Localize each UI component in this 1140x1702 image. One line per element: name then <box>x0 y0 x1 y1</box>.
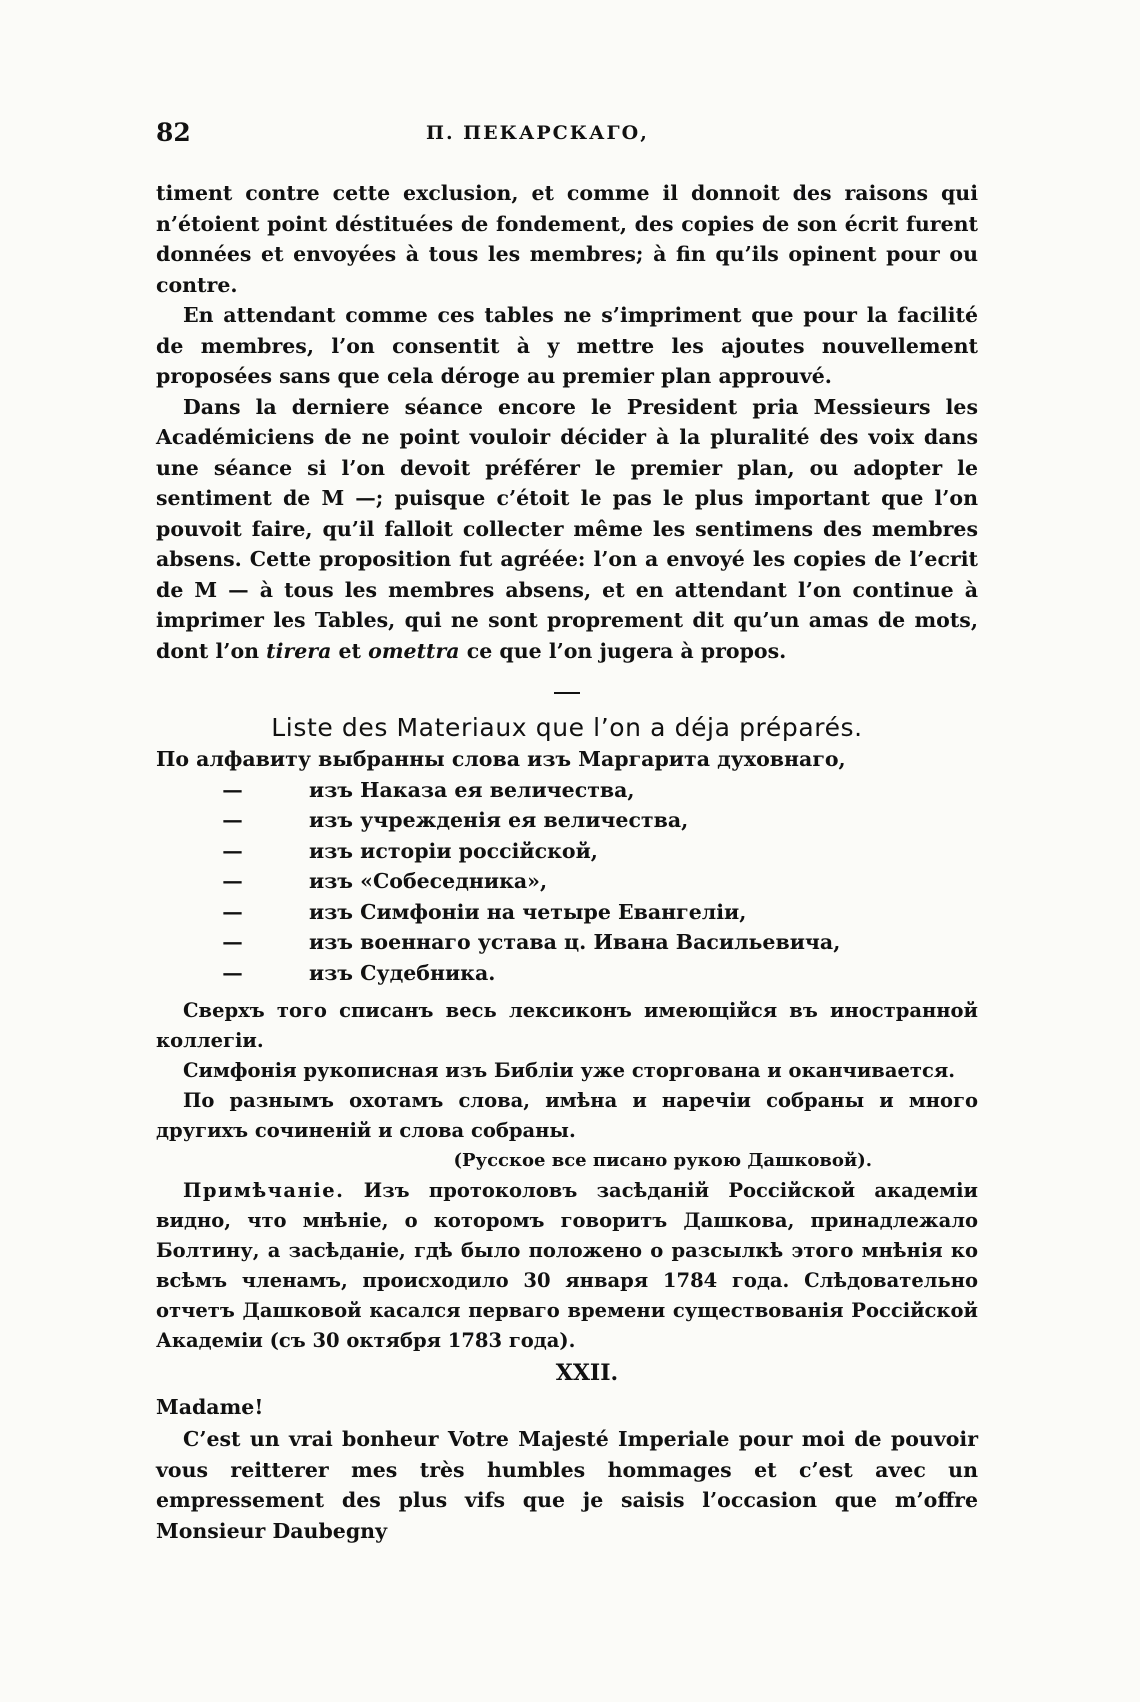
page-body <box>156 178 978 1546</box>
list-dash: — <box>222 777 243 802</box>
list-item <box>156 805 978 836</box>
list-item: По алфавиту выбранны слова изъ Маргарита духовнаго, <box>156 747 846 771</box>
handwriting-note: (Русское все писано рукою Дашковой). <box>453 1150 872 1171</box>
list-title: Liste des Materiaux que l’on a déja préparés. <box>271 713 863 742</box>
list-item-text: изъ Наказа ея величества, <box>309 777 635 802</box>
italic-word-omettra: omettra <box>368 638 460 663</box>
list-item-text: изъ Судебника. <box>309 960 496 985</box>
paragraph-3-text: Dans la derniere séance encore le President pria Messieurs les Académiciens de ne point vouloir décider à la pluralité des voix dans une séance si l’on devoit préférer le premier plan, ou adopter le sentiment de M —; puisque c’étoit le pas le plus important que l’on pouvoit faire, qu’il falloit collecter même les sentimens des membres absens. Cette proposition fut agréée: l’on a envoyé les copies de l’ecrit de M — à tous les membres absens, et en attendant l’on continue à imprimer les Tables, qui ne sont proprement dit qu’un amas de mots, dont l’on <box>156 394 978 663</box>
editor-note <box>156 1176 978 1356</box>
list-dash: — <box>222 930 243 954</box>
list-dash: — <box>222 899 243 924</box>
cyr-paragraph-1: Сверхъ того списанъ весь лексиконъ имеющійся въ иностранной коллегіи. <box>156 999 978 1052</box>
list-item <box>156 775 978 806</box>
list-item <box>156 836 978 867</box>
paragraph-1: timent contre cette exclusion, et comme il donnoit des raisons qui n’étoient point déstituées de fondement, des copies de son écrit furent données et envoyées à tous les membres; à fin qu’ils opinent pour ou contre. <box>156 181 978 297</box>
materials-list <box>156 744 978 988</box>
paragraph-3 <box>156 392 978 667</box>
italic-word-tirera: tirera <box>266 638 332 663</box>
cyr-paragraph-3: По разнымъ охотамъ слова, имѣна и наречіи собраны и много другихъ сочиненій и слова собраны. <box>156 1089 978 1142</box>
list-item-text: изъ исторіи россійской, <box>309 838 598 863</box>
list-item <box>156 897 978 928</box>
list-item <box>156 927 978 958</box>
running-head: П. ПЕКАРСКАГО, <box>426 122 649 144</box>
paragraph-2: En attendant comme ces tables ne s’impriment que pour la facilité de membres, l’on consentit à y mettre les ajoutes nouvellement proposées sans que cela déroge au premier plan approuvé. <box>156 303 978 388</box>
note-label: Примѣчаніе. <box>183 1179 345 1202</box>
list-item <box>156 958 978 989</box>
list-dash: — <box>222 869 243 893</box>
note-text: Изъ протоколовъ засѣданій Россійской академіи видно, что мнѣніе, о которомъ говоритъ Дашкова, принадлежало Болтину, а засѣданіе, гдѣ было положено о разсылкѣ этого мнѣнія ко всѣмъ членамъ, происходило 30 января 1784 года. Слѣдовательно отчетъ Дашковой касался перваго времени существованія Россійской Академіи (съ 30 октября 1783 года). <box>156 1179 978 1352</box>
letter-text: C’est un vrai bonheur Votre Majesté Imperiale pour moi de pouvoir vous reitterer mes très humbles hommages et c’est avec un empressement des plus vifs que je saisis l’occasion que m’offre Monsieur Daubegny <box>156 1427 978 1543</box>
page-header <box>156 118 978 158</box>
paragraph-3-end: ce que l’on jugera à propos. <box>466 638 787 663</box>
list-item <box>156 866 978 897</box>
list-item-text: изъ учрежденія ея величества, <box>309 808 689 832</box>
salutation: Madame! <box>156 1395 264 1419</box>
cyr-paragraph-2: Симфонія рукописная изъ Библіи уже сторгована и оканчивается. <box>183 1059 956 1082</box>
list-item-text: изъ Симфоніи на четыре Евангеліи, <box>309 899 747 924</box>
section-divider <box>554 692 580 694</box>
section-number: XXII. <box>555 1360 619 1386</box>
list-dash: — <box>222 808 243 832</box>
word-et: et <box>338 638 362 663</box>
list-item-text: изъ военнаго устава ц. Ивана Васильевича, <box>309 930 841 954</box>
list-item-text: изъ «Собеседника», <box>309 869 548 893</box>
list-dash: — <box>222 960 243 985</box>
list-dash: — <box>222 838 243 863</box>
page-number: 82 <box>156 118 191 147</box>
